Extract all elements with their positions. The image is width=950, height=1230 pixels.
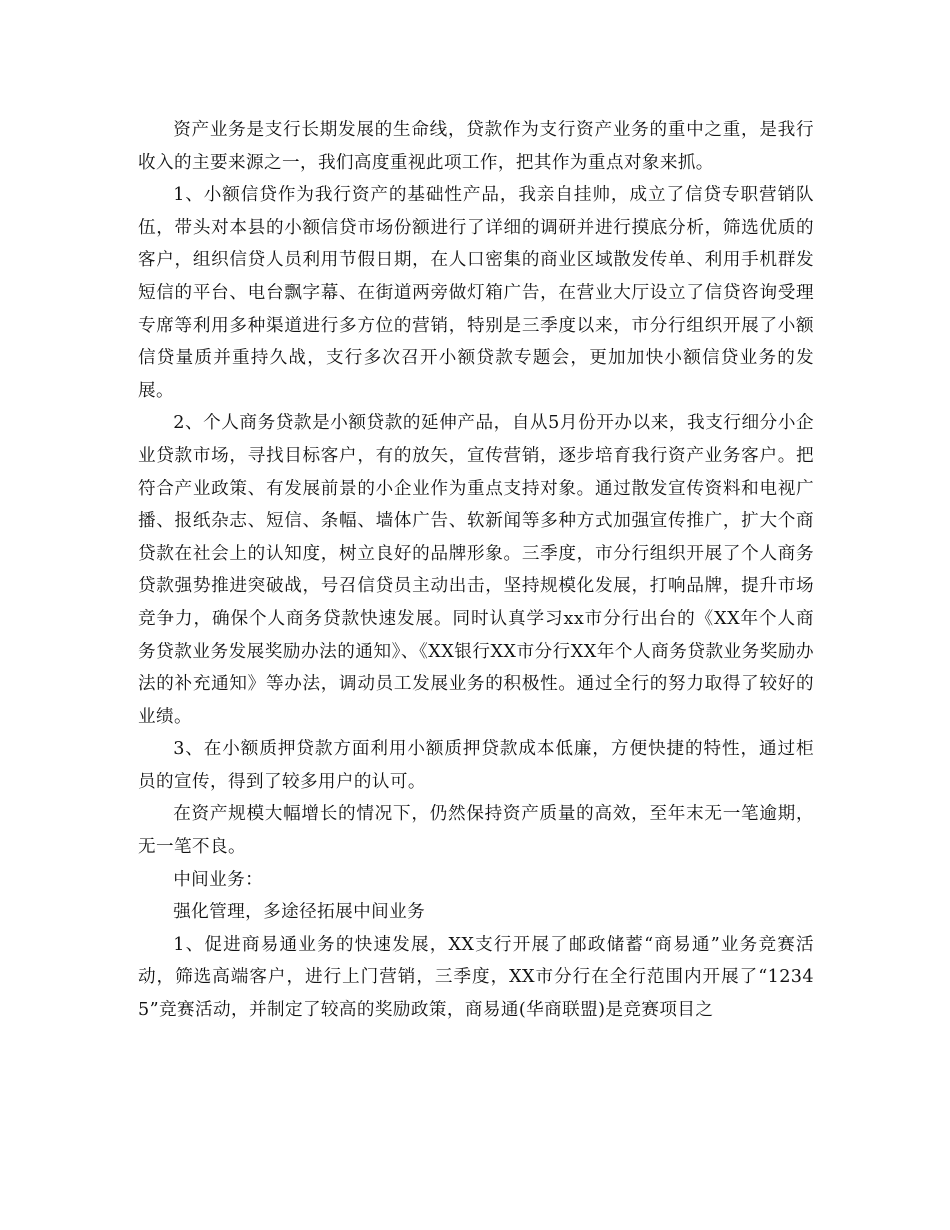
section-subheading: 强化管理，多途径拓展中间业务: [173, 902, 426, 923]
section-heading-intermediate: 中间业务：: [173, 869, 264, 890]
paragraph-shangyitong: 1、促进商易通业务的快速发展，XX支行开展了邮政储蓄“商易通”业务竞赛活动，筛选高端客户，进行上门营销，三季度，XX市分行在全行范围内开展了“12345”竞赛活动，并制定了较高的奖励政策，商易通(华商联盟)是竞赛项目之: [138, 934, 814, 1021]
document-body: [138, 114, 814, 1027]
paragraph-pledge-loan: 3、在小额质押贷款方面利用小额质押贷款成本低廉，方便快捷的特性，通过柜员的宣传，得到了较多用户的认可。: [138, 739, 814, 792]
paragraph-asset-quality: 在资产规模大幅增长的情况下，仍然保持资产质量的高效，至年末无一笔逾期，无一笔不良。: [138, 804, 814, 858]
paragraph-microcredit: 1、小额信贷作为我行资产的基础性产品，我亲自挂帅，成立了信贷专职营销队伍，带头对本县的小额信贷市场份额进行了详细的调研并进行摸底分析，筛选优质的客户，组织信贷人员利用节假日期，在人口密集的商业区域散发传单、利用手机群发短信的平台、电台飘字幕、在街道两旁做灯箱广告，在营业大厅设立了信贷咨询受理专席等利用多种渠道进行多方位的营销，特别是三季度以来，市分行组织开展了小额信贷量质并重持久战，支行多次召开小额贷款专题会，更加加快小额信贷业务的发展。: [138, 185, 814, 401]
paragraph-business-loan: 2、个人商务贷款是小额贷款的延伸产品，自从5月份开办以来，我支行细分小企业贷款市场，寻找目标客户，有的放矢，宣传营销，逐步培育我行资产业务客户。把符合产业政策、有发展前景的小企业作为重点支持对象。通过散发宣传资料和电视广播、报纸杂志、短信、条幅、墙体广告、软新闻等多种方式加强宣传推广，扩大个商贷款在社会上的认知度，树立良好的品牌形象。三季度，市分行组织开展了个人商务贷款强势推进突破战，号召信贷员主动出击，坚持规模化发展，打响品牌，提升市场竞争力，确保个人商务贷款快速发展。同时认真学习xx市分行出台的《XX年个人商务贷款业务发展奖励办法的通知》、《XX银行XX市分行XX年个人商务贷款业务奖励办法的补充通知》等办法，调动员工发展业务的积极性。通过全行的努力取得了较好的业绩。: [138, 413, 814, 727]
paragraph-asset-intro: 资产业务是支行长期发展的生命线，贷款作为支行资产业务的重中之重，是我行收入的主要来源之一，我们高度重视此项工作，把其作为重点对象来抓。: [138, 120, 814, 173]
